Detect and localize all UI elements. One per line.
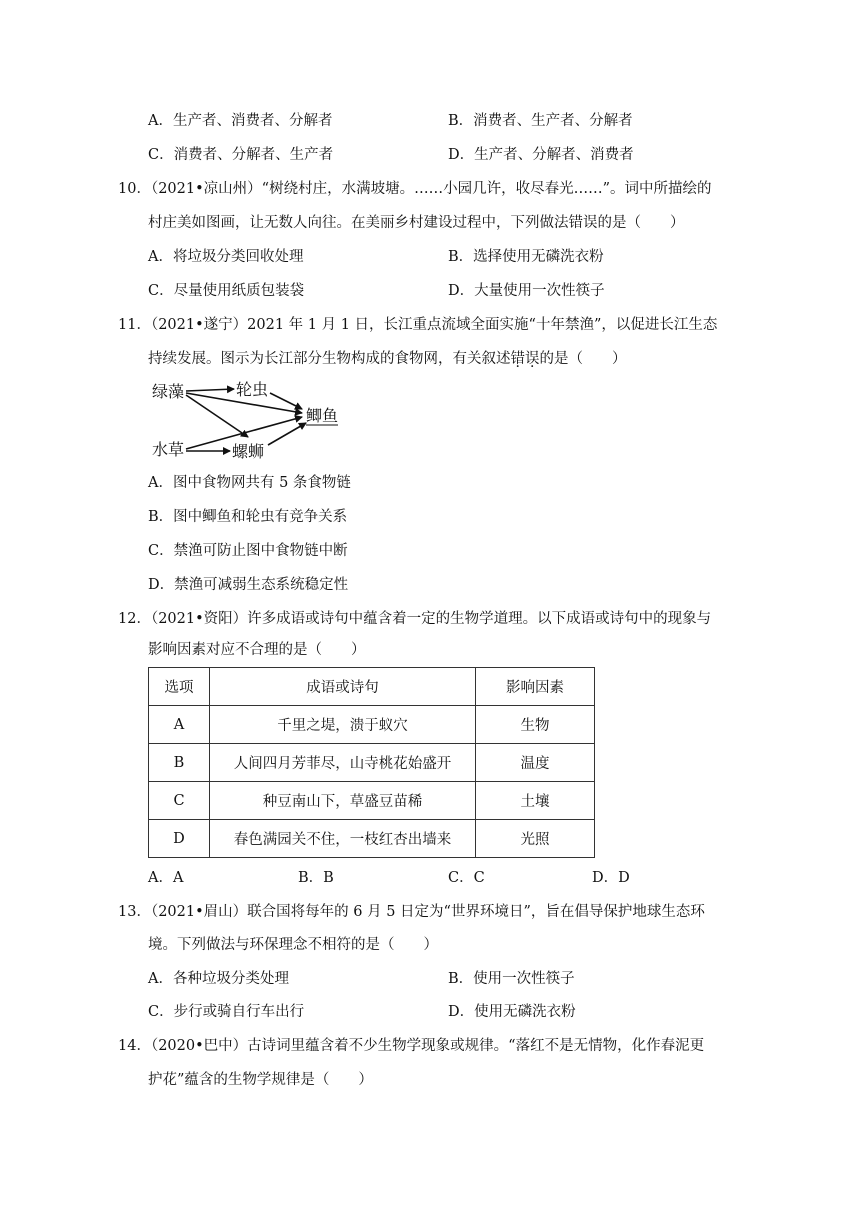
q12-stem-line1: 12．（2021•资阳）许多成语或诗句中蕴含着一定的生物学道理。以下成语或诗句中的现象与	[118, 611, 712, 627]
q10-option-a: A．将垃圾分类回收处理	[148, 249, 304, 265]
q12-option-a: A．A	[148, 870, 184, 886]
table-cell: 生物	[476, 706, 595, 744]
q12-option-c: C．C	[448, 870, 485, 886]
q12-option-b: B．B	[298, 870, 334, 886]
q11-stem-line2	[148, 349, 627, 369]
q11-stem-line2-pre: 持续发展。图示为长江部分生物构成的食物网，有关叙述	[148, 351, 511, 367]
q13-option-c: C．步行或骑自行车出行	[148, 1004, 305, 1020]
q11-emphasis-char-1: 错	[510, 351, 525, 367]
table-header-cell: 成语或诗句	[210, 668, 476, 706]
q9-option-b: B．消费者、生产者、分解者	[448, 113, 633, 129]
arrow-snail-to-carp	[268, 423, 306, 445]
q13-stem-line1: 13．（2021•眉山）联合国将每年的 6 月 5 日定为“世界环境日”，旨在倡导保护地球生态环	[118, 904, 705, 920]
table-row	[149, 820, 595, 858]
q11-stem-line1: 11．（2021•遂宁）2021 年 1 月 1 日，长江重点流域全面实施“十年禁渔”，以促进长江生态	[118, 317, 718, 333]
table-cell: A	[149, 706, 210, 744]
q11-option-d: D．禁渔可减弱生态系统稳定性	[148, 577, 349, 593]
food-web-diagram	[148, 375, 348, 461]
table-header-cell: 选项	[149, 668, 210, 706]
table-cell: 光照	[476, 820, 595, 858]
table-header-cell: 影响因素	[476, 668, 595, 706]
table-cell: 春色满园关不住，一枝红杏出墙来	[210, 820, 476, 858]
q12-stem-line2: 影响因素对应不合理的是（ ）	[148, 642, 366, 658]
q10-option-b: B．选择使用无磷洗衣粉	[448, 249, 604, 265]
arrow-algae-to-rotifer	[186, 389, 234, 391]
q12-table	[148, 667, 595, 858]
q9-option-d: D．生产者、分解者、消费者	[448, 147, 634, 163]
table-cell: D	[149, 820, 210, 858]
table-cell: C	[149, 782, 210, 820]
q9-option-a: A．生产者、消费者、分解者	[148, 113, 333, 129]
q13-stem-line2: 境。下列做法与环保理念不相符的是（ ）	[148, 937, 438, 953]
q11-option-a: A．图中食物网共有 5 条食物链	[148, 475, 351, 491]
q10-stem-line2: 村庄美如图画，让无数人向往。在美丽乡村建设过程中，下列做法错误的是（ ）	[148, 215, 685, 231]
q14-stem-line2: 护花”蕴含的生物学规律是（ ）	[148, 1072, 373, 1088]
q11-option-c: C．禁渔可防止图中食物链中断	[148, 543, 348, 559]
table-cell: 人间四月芳菲尽，山寺桃花始盛开	[210, 744, 476, 782]
arrow-rotifer-to-carp	[270, 393, 302, 409]
q13-option-d: D．使用无磷洗衣粉	[448, 1004, 576, 1020]
q13-option-a: A．各种垃圾分类处理	[148, 971, 289, 987]
table-cell: 土壤	[476, 782, 595, 820]
q13-option-b: B．使用一次性筷子	[448, 971, 575, 987]
table-cell: 种豆南山下，草盛豆苗稀	[210, 782, 476, 820]
q11-emphasis-char-2: 误	[525, 351, 540, 367]
table-cell: 千里之堤，溃于蚁穴	[210, 706, 476, 744]
node-green-algae: 绿藻	[152, 382, 185, 401]
table-cell: 温度	[476, 744, 595, 782]
q10-option-d: D．大量使用一次性筷子	[448, 283, 605, 299]
table-cell: B	[149, 744, 210, 782]
table-row	[149, 706, 595, 744]
node-crucian-carp: 鲫鱼	[306, 406, 339, 425]
node-water-grass: 水草	[152, 440, 185, 459]
q10-stem-line1: 10．（2021•凉山州）“树绕村庄，水满坡塘。……小园几许，收尽春光……”。词中所描绘的	[118, 181, 712, 197]
table-row	[149, 744, 595, 782]
q12-option-d: D．D	[592, 870, 630, 886]
table-header-row	[149, 668, 595, 706]
q10-option-c: C．尽量使用纸质包装袋	[148, 283, 305, 299]
node-snail: 螺蛳	[232, 442, 265, 461]
table-row	[149, 782, 595, 820]
node-rotifer: 轮虫	[236, 380, 269, 399]
q11-stem-line2-post: 的是（ ）	[539, 351, 627, 367]
q11-option-b: B．图中鲫鱼和轮虫有竞争关系	[148, 509, 348, 525]
q9-option-c: C．消费者、分解者、生产者	[148, 147, 334, 163]
q14-stem-line1: 14．（2020•巴中）古诗词里蕴含着不少生物学现象或规律。“落红不是无情物，化作春泥更	[118, 1038, 705, 1054]
